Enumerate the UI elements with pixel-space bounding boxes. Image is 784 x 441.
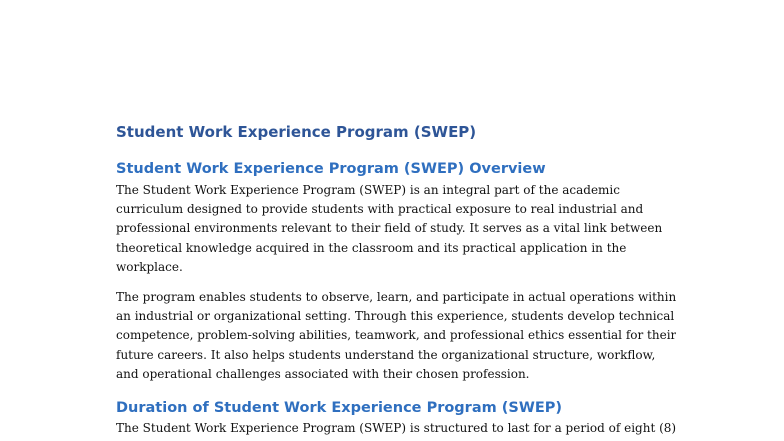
text-line: The Student Work Experience Program (SWEP) is structured to last for a period of eight (8) [116, 420, 676, 435]
text-line: future careers. It also helps students understand the organizational structure, workflow, [116, 347, 656, 362]
paragraph-duration-1 [116, 419, 676, 438]
text-line: competence, problem-solving abilities, teamwork, and professional ethics essential for their [116, 328, 676, 343]
section-heading-duration: Duration of Student Work Experience Program (SWEP) [116, 399, 563, 416]
text-line: curriculum designed to provide students with practical exposure to real industrial and [116, 202, 644, 217]
text-line: The Student Work Experience Program (SWEP) is an integral part of the academic [116, 183, 620, 197]
text-line: theoretical knowledge acquired in the classroom and its practical application in the [116, 240, 627, 255]
paragraph-overview-1 [116, 181, 676, 277]
text-line: and operational challenges associated with their chosen profession. [116, 366, 530, 381]
text-line: professional environments relevant to their field of study. It serves as a vital link between [116, 221, 663, 236]
document-title: Student Work Experience Program (SWEP) [116, 123, 477, 141]
text-line: The program enables students to observe, learn, and participate in actual operations within [116, 289, 676, 304]
section-heading-overview: Student Work Experience Program (SWEP) Overview [116, 161, 546, 177]
paragraph-overview-2 [116, 288, 676, 384]
text-line: workplace. [116, 259, 183, 274]
document-body [116, 121, 676, 438]
text-line: an industrial or organizational setting. Through this experience, students develop technical [116, 309, 675, 324]
